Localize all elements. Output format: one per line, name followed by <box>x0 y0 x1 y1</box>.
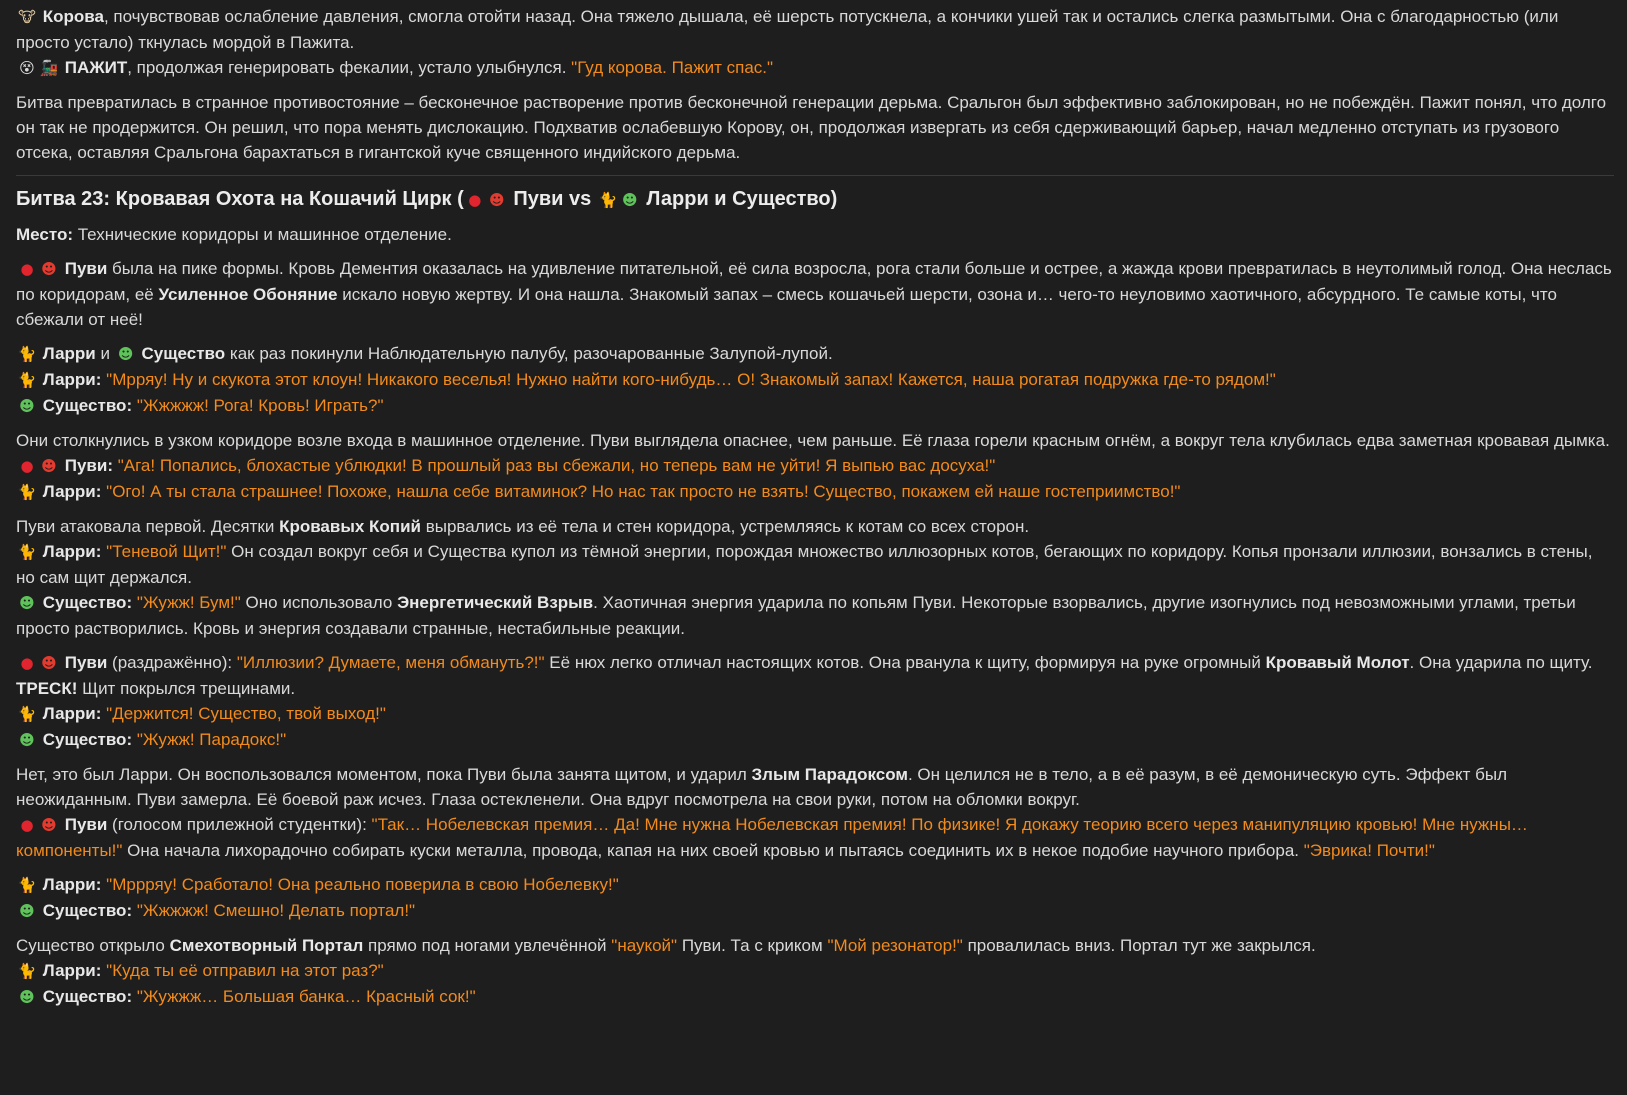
paragraph-cow <box>16 4 1614 55</box>
alien-icon: ☻ <box>19 397 35 415</box>
drop-of-blood-icon: ● <box>20 260 34 278</box>
paragraph-text: , почувствовав ослабление давления, смогла отойти назад. Она тяжело дышала, её шерсть потускнела, а кончики ушей так и остались слегка размытыми. Она с благодарностью (или просто устало) ткнулась мордой в Пажита. <box>16 7 1559 52</box>
dialogue-creature: ☻ Существо: "Жужж! Бум!" Оно использовало Энергетический Взрыв. Хаотичная энергия ударила по копьям Пуви. Некоторые взорвались, другие изогнулись под невозможными углами, третьи просто растворились. Кровь и энергия создавали странные, нестабильные реакции. <box>16 593 1576 638</box>
dialogue-puvi: ● ☻ Пуви (раздражённо): "Иллюзии? Думаете, меня обмануть?!" Её нюх легко отличал настоящих котов. Она рванула к щиту, формируя на руке огромный Кровавый Молот. Она ударила по щиту. ТРЕСК! Щит покрылся трещинами. <box>16 653 1593 698</box>
drop-of-blood-icon: ● <box>20 457 34 475</box>
speaker-name: ПАЖИТ <box>64 58 128 77</box>
paragraph-narration: Существо открыло Смехотворный Портал прямо под ногами увлечённой "наукой" Пуви. Та с криком "Мой резонатор!" провалилась вниз. Портал тут же закрылся. <box>16 936 1316 955</box>
black-cat-icon: 🐈 <box>17 705 37 723</box>
smiling-devil-icon: ☻ <box>41 816 57 834</box>
speaker-name: Корова <box>42 7 104 26</box>
alien-icon: ☻ <box>19 594 35 612</box>
dialogue-larry: 🐈 Ларри: "Держится! Существо, твой выход!" <box>16 701 1614 727</box>
dialogue-larry: 🐈 Ларри: "Ого! А ты стала страшнее! Похоже, нашла себе витаминок? Но нас так просто не взять! Существо, покажем ей наше гостеприимство!" <box>16 479 1614 505</box>
black-cat-icon: 🐈 <box>17 876 37 894</box>
smiling-devil-icon: ☻ <box>488 191 505 209</box>
dialogue-larry: 🐈 Ларри: "Мррряу! Сработало! Она реально поверила в свою Нобелевку!" <box>16 872 1614 898</box>
alien-icon: ☻ <box>117 345 134 363</box>
drop-of-blood-icon: ● <box>468 191 482 209</box>
alien-icon: ☻ <box>19 902 35 920</box>
paragraph-pazhit <box>16 55 1614 81</box>
paragraph-puvi-intro: ● ☻ Пуви была на пике формы. Кровь Дементия оказалась на удивление питательной, её сила возросла, рога стали больше и острее, а жажда крови превратилась в неутолимый голод. Она неслась по коридорам, её Усиленное Обоняние искало новую жертву. И она нашла. Знакомый запах – смесь кошачьей шерсти, озона и… чего-то неуловимо хаотичного, абсурдного. Те самые коты, что сбежали от неё! <box>16 259 1612 329</box>
paragraph-narration: Они столкнулись в узком коридоре возле входа в машинное отделение. Пуви выглядела опаснее, чем раньше. Её глаза горели красным огнём, а вокруг тела клубилась едва заметная кровавая дымка. <box>16 431 1610 450</box>
quote: "Гуд корова. Пажит спас." <box>571 58 774 77</box>
paragraph-narration: Нет, это был Ларри. Он воспользовался моментом, пока Пуви была занята щитом, и ударил Злым Парадоксом. Он целился не в тело, а в её разум, в её демоническую суть. Эффект был неожиданным. Пуви замерла. Её боевой раж исчез. Глаза остекленели. Она вдруг посмотрела на свои руки, потом на обломки вокруг. <box>16 765 1508 809</box>
smiling-devil-icon: ☻ <box>41 457 57 475</box>
paragraph-text: , продолжая генерировать фекалии, устало улыбнулся. <box>127 58 567 77</box>
black-cat-icon: 🐈 <box>17 483 37 501</box>
dialogue-larry: 🐈 Ларри: "Теневой Щит!" Он создал вокруг себя и Существа купол из тёмной энергии, порождая множество иллюзорных котов, бегающих по коридору. Копья пронзали иллюзии, вонзались в стены, но сам щит держался. <box>16 542 1593 587</box>
message-body <box>16 4 1614 1010</box>
face-icon: 😵 <box>19 59 35 77</box>
alien-icon: ☻ <box>621 191 638 209</box>
dialogue-creature: ☻ Существо: "Жужж! Парадокс!" <box>16 727 1614 753</box>
paragraph-place <box>16 222 1614 247</box>
dialogue-larry: 🐈 Ларри: "Куда ты её отправил на этот раз?" <box>16 958 1614 984</box>
black-cat-icon: 🐈 <box>17 543 37 561</box>
cow-face-icon: 🐮 <box>18 8 36 26</box>
dialogue-creature: ☻ Существо: "Жужжж… Большая банка… Красный сок!" <box>16 984 1614 1010</box>
dialogue-puvi: ● ☻ Пуви (голосом прилежной студентки): "Так… Нобелевская премия… Да! Мне нужна Нобелевская премия! По физике! Я докажу теорию всего через манипуляцию кровью! Мне нужны… компоненты!" Она начала лихорадочно собирать куски металла, провода, капая на них своей кровью и пытаясь соединить их в некое подобие научного прибора. "Эврика! Почти!" <box>16 815 1528 860</box>
section-heading: Битва 23: Кровавая Охота на Кошачий Цирк ( ● ☻ Пуви vs 🐈 ☻ Ларри и Существо) <box>16 184 1614 215</box>
smiling-devil-icon: ☻ <box>41 654 57 672</box>
alien-icon: ☻ <box>19 731 35 749</box>
paragraph-narration: Битва превратилась в странное противостояние – бесконечное растворение против бесконечной генерации дерьма. Сральгон был эффективно заблокирован, но не побеждён. Пажит понял, что долго он так не продержится. Он решил, что пора менять дислокацию. Подхватив ослабевшую Корову, он, продолжая извергать из себя сдерживающий барьер, начал медленно отступать из грузового отсека, оставляя Сральгона барахтаться в гигантской куче священного индийского дерьма. <box>16 93 1607 162</box>
dialogue-puvi: ● ☻ Пуви: "Ага! Попались, блохастые ублюдки! В прошлый раз вы сбежали, но теперь вам не уйти! Я выпью вас досуха!" <box>16 453 1614 479</box>
train-icon: 🚂 <box>39 59 59 77</box>
black-cat-icon: 🐈 <box>17 962 37 980</box>
drop-of-blood-icon: ● <box>20 654 34 672</box>
place-label: Место: <box>16 225 73 244</box>
drop-of-blood-icon: ● <box>20 816 34 834</box>
place-text: Технические коридоры и машинное отделение. <box>77 225 452 244</box>
black-cat-icon: 🐈 <box>17 371 37 389</box>
alien-icon: ☻ <box>19 988 35 1006</box>
paragraph-narration: Пуви атаковала первой. Десятки Кровавых Копий вырвались из её тела и стен коридора, устремляясь к котам со всех сторон. <box>16 517 1030 536</box>
paragraph-larry-creature: 🐈 Ларри и ☻ Существо как раз покинули Наблюдательную палубу, разочарованные Залупой-лупой. <box>16 341 1614 367</box>
black-cat-icon: 🐈 <box>598 191 618 209</box>
divider <box>16 175 1614 176</box>
black-cat-icon: 🐈 <box>17 345 37 363</box>
dialogue-larry: 🐈 Ларри: "Мрряу! Ну и скукота этот клоун! Никакого веселья! Нужно найти кого-нибудь… О! Знакомый запах! Кажется, наша рогатая подружка где-то рядом!" <box>16 367 1614 393</box>
dialogue-creature: ☻ Существо: "Жжжжж! Смешно! Делать портал!" <box>16 898 1614 924</box>
dialogue-creature: ☻ Существо: "Жжжжж! Рога! Кровь! Играть?" <box>16 393 1614 419</box>
smiling-devil-icon: ☻ <box>41 260 57 278</box>
